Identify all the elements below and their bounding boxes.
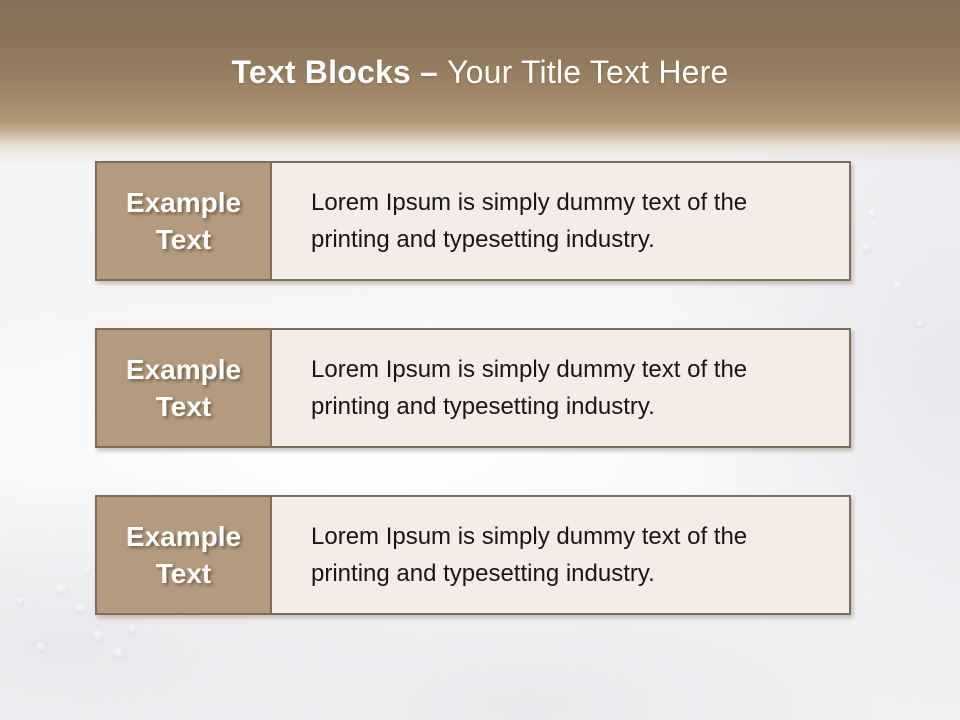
droplet (868, 210, 877, 217)
droplet (128, 624, 137, 632)
title-regular-text: Your Title Text Here (447, 54, 729, 90)
droplet (83, 566, 92, 574)
droplet (862, 244, 872, 252)
droplet (92, 630, 104, 640)
slide-title (0, 52, 960, 92)
droplet (16, 598, 24, 605)
text-block-row-2 (95, 328, 851, 448)
example-label-cell-3 (97, 497, 272, 613)
droplet (114, 648, 125, 657)
text-block-row-3 (95, 495, 851, 615)
header-gradient-band (0, 0, 960, 164)
droplet (893, 282, 902, 290)
lorem-body-text-2: Lorem Ipsum is simply dummy text of the printing and typesetting industry. (311, 356, 748, 420)
body-text-cell-3 (272, 497, 849, 613)
lorem-body-text-1: Lorem Ipsum is simply dummy text of the printing and typesetting industry. (311, 189, 748, 253)
example-label-text-1: Example Text (125, 187, 242, 255)
body-text-cell-1 (272, 163, 849, 279)
droplet (916, 320, 924, 327)
droplet (36, 642, 46, 651)
droplet (56, 583, 68, 593)
text-block-row-1 (95, 161, 851, 281)
droplet (76, 604, 86, 613)
title-bold-text: Text Blocks – (231, 54, 439, 90)
example-label-text-3: Example Text (125, 521, 242, 589)
body-text-cell-2 (272, 330, 849, 446)
lorem-body-text-3: Lorem Ipsum is simply dummy text of the printing and typesetting industry. (311, 523, 748, 587)
example-label-cell-2 (97, 330, 272, 446)
example-label-cell-1 (97, 163, 272, 279)
example-label-text-2: Example Text (125, 354, 242, 422)
